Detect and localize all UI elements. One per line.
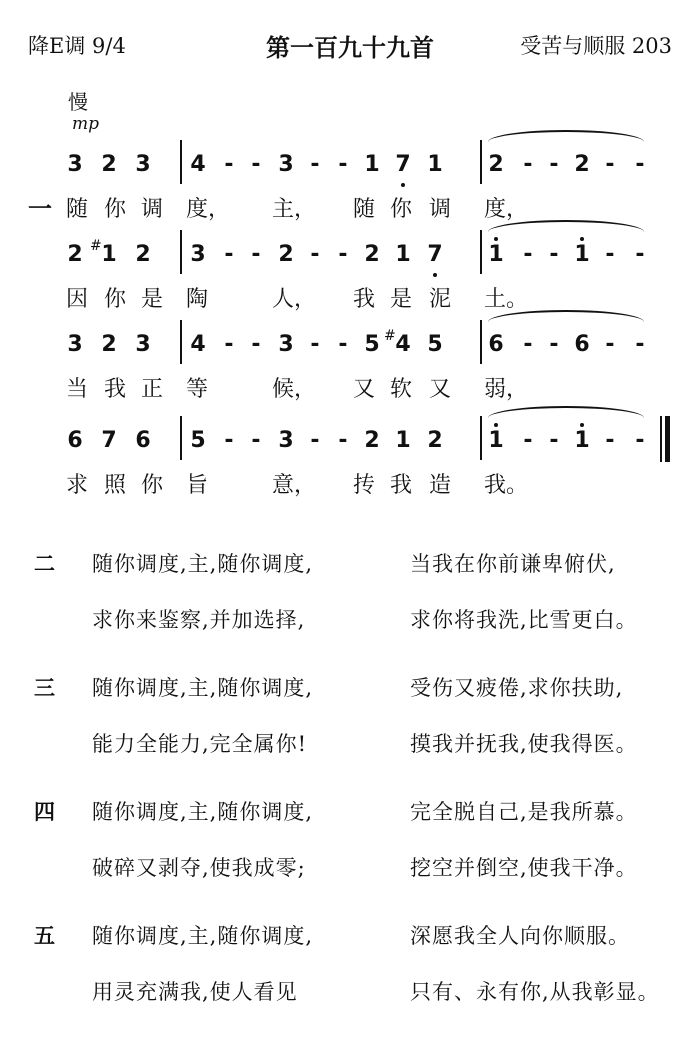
- note: 5: [364, 332, 380, 357]
- lyric-syllable: 我: [104, 377, 127, 402]
- verse-number: 一: [28, 195, 52, 223]
- note: 2: [135, 242, 151, 267]
- verse-line: 随你调度,主,随你调度,: [92, 552, 314, 576]
- note: 1: [427, 152, 443, 177]
- verse-number: 四: [34, 800, 55, 824]
- dash-extension: -: [310, 332, 320, 357]
- note: # 1: [90, 238, 117, 267]
- lyric-syllable: 当: [66, 377, 89, 402]
- verse-line: 能力全能力,完全属你!: [92, 732, 308, 756]
- note: 1: [486, 242, 506, 267]
- lyric-syllable: 陶: [186, 287, 209, 312]
- lyric-syllable: 你: [104, 287, 127, 312]
- lyric-syllable: 随: [66, 197, 89, 222]
- note: 2: [278, 242, 294, 267]
- lyric-syllable: 又: [429, 377, 452, 402]
- dash-extension: -: [224, 332, 234, 357]
- verse-number: 三: [34, 676, 55, 700]
- dash-extension: -: [549, 152, 559, 177]
- verse-line: 只有、永有你,从我彰显。: [410, 980, 660, 1004]
- dash-extension: -: [549, 428, 559, 453]
- bar-line: [180, 320, 182, 364]
- verse-number: 五: [34, 924, 55, 948]
- verse-line: 随你调度,主,随你调度,: [92, 924, 314, 948]
- note: 1: [572, 428, 592, 453]
- note: 1: [364, 152, 380, 177]
- hymn-title: 第一百九十九首: [266, 34, 434, 62]
- note: 1: [486, 428, 506, 453]
- dash-extension: -: [224, 242, 234, 267]
- lyric-syllable: 照: [104, 473, 127, 498]
- lyric-syllable: 人，: [272, 287, 317, 312]
- verse-line: 摸我并抚我,使我得医。: [410, 732, 638, 756]
- note: 6: [574, 332, 590, 357]
- dash-extension: -: [338, 428, 348, 453]
- dash-extension: -: [549, 332, 559, 357]
- note: 7: [101, 428, 117, 453]
- lyric-syllable: 正: [141, 377, 164, 402]
- category-page: 受苦与顺服 203: [520, 34, 672, 58]
- verse-line: 当我在你前谦卑俯伏,: [410, 552, 616, 576]
- key-meter: 降E调 9/4: [28, 34, 126, 58]
- dash-extension: -: [251, 428, 261, 453]
- dash-extension: -: [605, 332, 615, 357]
- dash-extension: -: [635, 152, 645, 177]
- dash-extension: -: [338, 332, 348, 357]
- note: 3: [190, 242, 206, 267]
- note: 7: [425, 242, 445, 267]
- dash-extension: -: [523, 332, 533, 357]
- dash-extension: -: [605, 152, 615, 177]
- bar-line: [480, 140, 482, 184]
- lyric-syllable: 弱，: [484, 377, 529, 402]
- lyric-syllable: 泥: [429, 287, 452, 312]
- dash-extension: -: [635, 242, 645, 267]
- note: # 4: [384, 328, 411, 357]
- note: 4: [190, 152, 206, 177]
- bar-line: [180, 140, 182, 184]
- lyrics-line: [0, 372, 700, 404]
- note: 3: [135, 332, 151, 357]
- lyrics-line: [0, 192, 700, 224]
- lyric-syllable: 候，: [272, 377, 317, 402]
- note: 2: [427, 428, 443, 453]
- verse-line: 挖空并倒空,使我干净。: [410, 856, 638, 880]
- lyric-syllable: 造: [429, 473, 452, 498]
- dash-extension: -: [605, 428, 615, 453]
- dash-extension: -: [523, 152, 533, 177]
- lyric-syllable: 又: [353, 377, 376, 402]
- verse-line: 用灵充满我,使人看见: [92, 980, 298, 1004]
- lyric-syllable: 是: [141, 287, 164, 312]
- note: 6: [67, 428, 83, 453]
- tie-slur: [488, 310, 644, 334]
- dash-extension: -: [523, 242, 533, 267]
- lyric-syllable: 度，: [186, 197, 231, 222]
- lyric-syllable: 你: [141, 473, 164, 498]
- lyric-syllable: 是: [390, 287, 413, 312]
- note: 7: [393, 152, 413, 177]
- tie-slur: [488, 220, 644, 244]
- note: 5: [427, 332, 443, 357]
- lyric-syllable: 我: [390, 473, 413, 498]
- tempo-mark: 慢: [68, 90, 88, 114]
- lyric-syllable: 旨: [186, 473, 209, 498]
- note: 3: [67, 152, 83, 177]
- lyric-syllable: 求: [66, 473, 89, 498]
- dash-extension: -: [338, 242, 348, 267]
- lyric-syllable: 土。: [484, 287, 529, 312]
- dash-extension: -: [310, 428, 320, 453]
- lyric-syllable: 我: [353, 287, 376, 312]
- note: 3: [278, 332, 294, 357]
- note: 3: [278, 152, 294, 177]
- lyric-syllable: 你: [390, 197, 413, 222]
- lyrics-line: [0, 468, 700, 500]
- verse-line: 随你调度,主,随你调度,: [92, 676, 314, 700]
- bar-line: [480, 320, 482, 364]
- note: 2: [364, 428, 380, 453]
- lyric-syllable: 主，: [272, 197, 317, 222]
- lyric-syllable: 你: [104, 197, 127, 222]
- note: 2: [67, 242, 83, 267]
- dash-extension: -: [224, 428, 234, 453]
- tie-slur: [488, 130, 644, 154]
- dynamic-mark: mp: [72, 114, 100, 134]
- note: 3: [135, 152, 151, 177]
- lyric-syllable: 调: [141, 197, 164, 222]
- bar-line: [480, 416, 482, 460]
- dash-extension: -: [251, 152, 261, 177]
- sharp-sign: #: [90, 238, 102, 254]
- note: 2: [101, 332, 117, 357]
- dash-extension: -: [310, 242, 320, 267]
- lyric-syllable: 我。: [484, 473, 529, 498]
- lyric-syllable: 抟: [353, 473, 376, 498]
- note: 2: [101, 152, 117, 177]
- lyric-syllable: 调: [429, 197, 452, 222]
- lyric-syllable: 意，: [272, 473, 317, 498]
- verse-line: 深愿我全人向你顺服。: [410, 924, 630, 948]
- note: 1: [395, 428, 411, 453]
- note: 2: [364, 242, 380, 267]
- dash-extension: -: [635, 332, 645, 357]
- bar-line: [480, 230, 482, 274]
- dash-extension: -: [251, 242, 261, 267]
- lyric-syllable: 度，: [484, 197, 529, 222]
- note: 3: [278, 428, 294, 453]
- dash-extension: -: [635, 428, 645, 453]
- lyric-syllable: 随: [353, 197, 376, 222]
- note: 2: [574, 152, 590, 177]
- verse-line: 求你将我洗,比雪更白。: [410, 608, 638, 632]
- sharp-sign: #: [384, 328, 396, 344]
- dash-extension: -: [310, 152, 320, 177]
- dash-extension: -: [251, 332, 261, 357]
- note: 4: [190, 332, 206, 357]
- tie-slur: [488, 406, 644, 430]
- verse-line: 随你调度,主,随你调度,: [92, 800, 314, 824]
- verse-line: 求你来鉴察,并加选择,: [92, 608, 306, 632]
- dash-extension: -: [605, 242, 615, 267]
- dash-extension: -: [549, 242, 559, 267]
- dash-extension: -: [338, 152, 348, 177]
- lyric-syllable: 软: [390, 377, 413, 402]
- note: 5: [190, 428, 206, 453]
- verse-line: 受伤又疲倦,求你扶助,: [410, 676, 624, 700]
- note: 3: [67, 332, 83, 357]
- verse-line: 破碎又剥夺,使我成零;: [92, 856, 306, 880]
- lyric-syllable: 等: [186, 377, 209, 402]
- bar-line: [180, 230, 182, 274]
- lyric-syllable: 因: [66, 287, 89, 312]
- dash-extension: -: [523, 428, 533, 453]
- verse-line: 完全脱自己,是我所慕。: [410, 800, 638, 824]
- dash-extension: -: [224, 152, 234, 177]
- verse-number: 二: [34, 552, 55, 576]
- note: 1: [395, 242, 411, 267]
- note: 1: [572, 242, 592, 267]
- note: 6: [135, 428, 151, 453]
- lyrics-line: [0, 282, 700, 314]
- bar-line: [180, 416, 182, 460]
- final-barline: [660, 416, 670, 462]
- note: 6: [488, 332, 504, 357]
- note: 2: [488, 152, 504, 177]
